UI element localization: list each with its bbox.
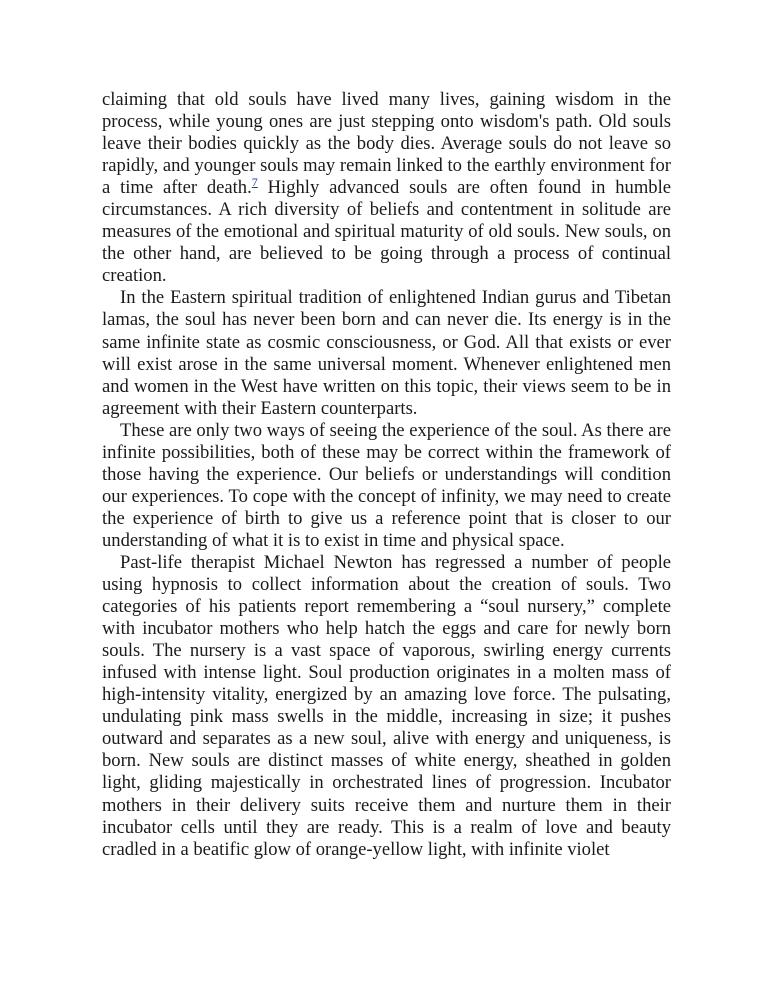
paragraph-1-text-after-note: Highly advanced souls are often found in humble circumstances. A rich diversity of beliefs and contentment in solitude are measures of the emotional and spiritual maturity of old souls. New souls, on the other hand, are believed to be going through a process of continual creation. xyxy=(102,177,671,287)
paragraph-3: These are only two ways of seeing the experience of the soul. As there are infinite possibilities, both of these may be correct within the framework of those having the experience. Our beliefs or understandings will condition our experiences. To cope with the concept of infinity, we may need to create the experience of birth to give us a reference point that is closer to our understanding of what it is to exist in time and physical space. xyxy=(102,419,671,551)
paragraph-1 xyxy=(102,89,671,287)
paragraph-2: In the Eastern spiritual tradition of enlightened Indian gurus and Tibetan lamas, the soul has never been born and can never die. Its energy is in the same infinite state as cosmic consciousness, or God. All that exists or ever will exist arose in the same universal moment. Whenever enlightened men and women in the West have written on this topic, their views seem to be in agreement with their Eastern counterparts. xyxy=(102,287,671,419)
paragraph-1-text-before-note: claiming that old souls have lived many lives, gaining wisdom in the process, while young ones are just stepping onto wisdom's path. Old souls leave their bodies quickly as the body dies. Average souls do not leave so rapidly, and younger souls may remain linked to the earthly environment for a time after death. xyxy=(102,89,671,199)
footnote-link-7[interactable]: 7 xyxy=(251,175,258,190)
paragraph-4: Past-life therapist Michael Newton has regressed a number of people using hypnosis to collect information about the creation of souls. Two categories of his patients report remembering a “soul nursery,” complete with incubator mothers who help hatch the eggs and care for newly born souls. The nursery is a vast space of vaporous, swirling energy currents infused with intense light. Soul production originates in a molten mass of high-intensity vitality, energized by an amazing love force. The pulsating, undulating pink mass swells in the middle, increasing in size; it pushes outward and separates as a new soul, alive with energy and uniqueness, is born. New souls are distinct masses of white energy, sheathed in golden light, gliding majestically in orchestrated lines of progression. Incubator mothers in their delivery suits receive them and nurture them in their incubator cells until they are ready. This is a realm of love and beauty cradled in a beatific glow of orange-yellow light, with infinite violet xyxy=(102,551,671,860)
page-body xyxy=(102,89,671,861)
